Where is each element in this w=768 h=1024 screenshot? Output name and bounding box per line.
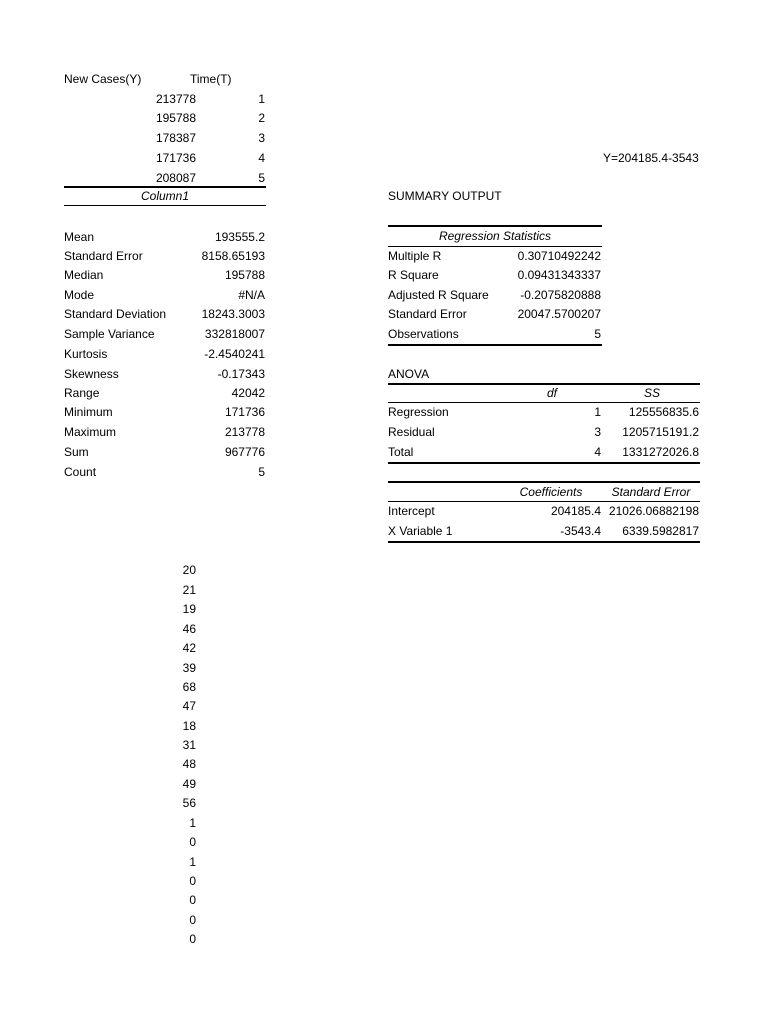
stat-label[interactable]: Median <box>64 268 104 282</box>
anova-df[interactable]: 1 <box>594 405 601 419</box>
number-cell[interactable]: 1 <box>189 816 196 830</box>
divider <box>388 383 700 385</box>
coef-header-standard-error[interactable]: Standard Error <box>611 485 691 499</box>
stat-value[interactable]: 8158.65193 <box>201 249 265 263</box>
coef-standard-error[interactable]: 6339.5982817 <box>622 524 699 538</box>
regstat-label[interactable]: Observations <box>388 327 459 341</box>
number-cell[interactable]: 20 <box>182 563 196 577</box>
new-cases-cell[interactable]: 178387 <box>155 131 196 145</box>
stat-label[interactable]: Mean <box>64 230 95 244</box>
anova-df[interactable]: 3 <box>594 425 601 439</box>
number-cell[interactable]: 21 <box>182 583 196 597</box>
stat-value[interactable]: #N/A <box>238 288 265 302</box>
time-cell[interactable]: 4 <box>258 151 265 165</box>
new-cases-cell[interactable]: 195788 <box>155 111 196 125</box>
divider <box>388 462 700 464</box>
stat-value[interactable]: -0.17343 <box>217 367 265 381</box>
number-cell[interactable]: 19 <box>182 602 196 616</box>
anova-df[interactable]: 4 <box>594 445 601 459</box>
stat-value[interactable]: 213778 <box>224 425 265 439</box>
stat-label[interactable]: Mode <box>64 288 95 302</box>
stat-label[interactable]: Kurtosis <box>64 347 108 361</box>
descriptive-column-title[interactable]: Column1 <box>140 189 190 203</box>
stat-label[interactable]: Standard Deviation <box>64 307 167 321</box>
stat-value[interactable]: 332818007 <box>204 327 265 341</box>
number-cell[interactable]: 0 <box>189 893 196 907</box>
regstat-label[interactable]: Adjusted R Square <box>388 288 489 302</box>
number-cell[interactable]: 0 <box>189 932 196 946</box>
divider <box>388 225 602 227</box>
coef-row-label[interactable]: X Variable 1 <box>388 524 453 538</box>
stat-value[interactable]: 18243.3003 <box>201 307 265 321</box>
stat-value[interactable]: 42042 <box>231 386 265 400</box>
header-new-cases[interactable]: New Cases(Y) <box>64 72 142 86</box>
regstat-label[interactable]: Multiple R <box>388 249 442 263</box>
stat-label[interactable]: Sample Variance <box>64 327 155 341</box>
divider <box>64 186 266 188</box>
number-cell[interactable]: 47 <box>182 699 196 713</box>
stat-label[interactable]: Range <box>64 386 100 400</box>
divider <box>388 541 700 543</box>
coef-value[interactable]: -3543.4 <box>560 524 601 538</box>
anova-header-ss[interactable]: SS <box>643 386 660 400</box>
number-cell[interactable]: 18 <box>182 719 196 733</box>
stat-value[interactable]: 195788 <box>224 268 265 282</box>
regstat-value[interactable]: 5 <box>594 327 601 341</box>
divider <box>388 481 700 483</box>
coef-header-coefficients[interactable]: Coefficients <box>519 485 583 499</box>
anova-header-df[interactable]: df <box>546 386 557 400</box>
new-cases-cell[interactable]: 171736 <box>155 151 196 165</box>
number-cell[interactable]: 48 <box>182 757 196 771</box>
coef-value[interactable]: 204185.4 <box>550 504 601 518</box>
regression-equation[interactable]: Y=204185.4-3543 <box>603 151 699 165</box>
summary-output-title[interactable]: SUMMARY OUTPUT <box>388 189 502 203</box>
time-cell[interactable]: 2 <box>258 111 265 125</box>
regstat-label[interactable]: Standard Error <box>388 307 467 321</box>
coef-standard-error[interactable]: 21026.06882198 <box>608 504 699 518</box>
regression-statistics-header[interactable]: Regression Statistics <box>438 229 552 243</box>
anova-row-label[interactable]: Regression <box>388 405 449 419</box>
divider <box>388 402 700 403</box>
anova-row-label[interactable]: Residual <box>388 425 435 439</box>
stat-value[interactable]: 5 <box>258 465 265 479</box>
stat-label[interactable]: Sum <box>64 445 89 459</box>
number-cell[interactable]: 49 <box>182 777 196 791</box>
anova-row-label[interactable]: Total <box>388 445 414 459</box>
header-time[interactable]: Time(T) <box>190 72 232 86</box>
number-cell[interactable]: 1 <box>189 855 196 869</box>
number-cell[interactable]: 0 <box>189 835 196 849</box>
stat-value[interactable]: 967776 <box>224 445 265 459</box>
divider <box>64 205 266 206</box>
regstat-label[interactable]: R Square <box>388 268 439 282</box>
stat-value[interactable]: -2.4540241 <box>204 347 265 361</box>
anova-ss[interactable]: 1205715191.2 <box>622 425 699 439</box>
number-cell[interactable]: 0 <box>189 874 196 888</box>
time-cell[interactable]: 5 <box>258 171 265 185</box>
number-cell[interactable]: 46 <box>182 622 196 636</box>
stat-label[interactable]: Standard Error <box>64 249 143 263</box>
number-cell[interactable]: 39 <box>182 661 196 675</box>
stat-value[interactable]: 193555.2 <box>214 230 265 244</box>
regstat-value[interactable]: 0.30710492242 <box>517 249 601 263</box>
number-cell[interactable]: 42 <box>182 641 196 655</box>
new-cases-cell[interactable]: 213778 <box>155 92 196 106</box>
number-cell[interactable]: 56 <box>182 796 196 810</box>
number-cell[interactable]: 0 <box>189 913 196 927</box>
divider <box>388 344 602 346</box>
new-cases-cell[interactable]: 208087 <box>155 171 196 185</box>
stat-label[interactable]: Skewness <box>64 367 119 381</box>
number-cell[interactable]: 68 <box>182 680 196 694</box>
coef-row-label[interactable]: Intercept <box>388 504 435 518</box>
divider <box>388 246 602 247</box>
stat-label[interactable]: Count <box>64 465 97 479</box>
regstat-value[interactable]: 20047.5700207 <box>517 307 601 321</box>
stat-value[interactable]: 171736 <box>224 405 265 419</box>
regstat-value[interactable]: 0.09431343337 <box>517 268 601 282</box>
number-cell[interactable]: 31 <box>182 738 196 752</box>
time-cell[interactable]: 1 <box>258 92 265 106</box>
stat-label[interactable]: Maximum <box>64 425 117 439</box>
divider <box>388 501 700 502</box>
time-cell[interactable]: 3 <box>258 131 265 145</box>
anova-ss[interactable]: 1331272026.8 <box>622 445 699 459</box>
anova-title[interactable]: ANOVA <box>388 367 430 381</box>
regstat-value[interactable]: -0.2075820888 <box>520 288 601 302</box>
stat-label[interactable]: Minimum <box>64 405 113 419</box>
anova-ss[interactable]: 125556835.6 <box>628 405 699 419</box>
